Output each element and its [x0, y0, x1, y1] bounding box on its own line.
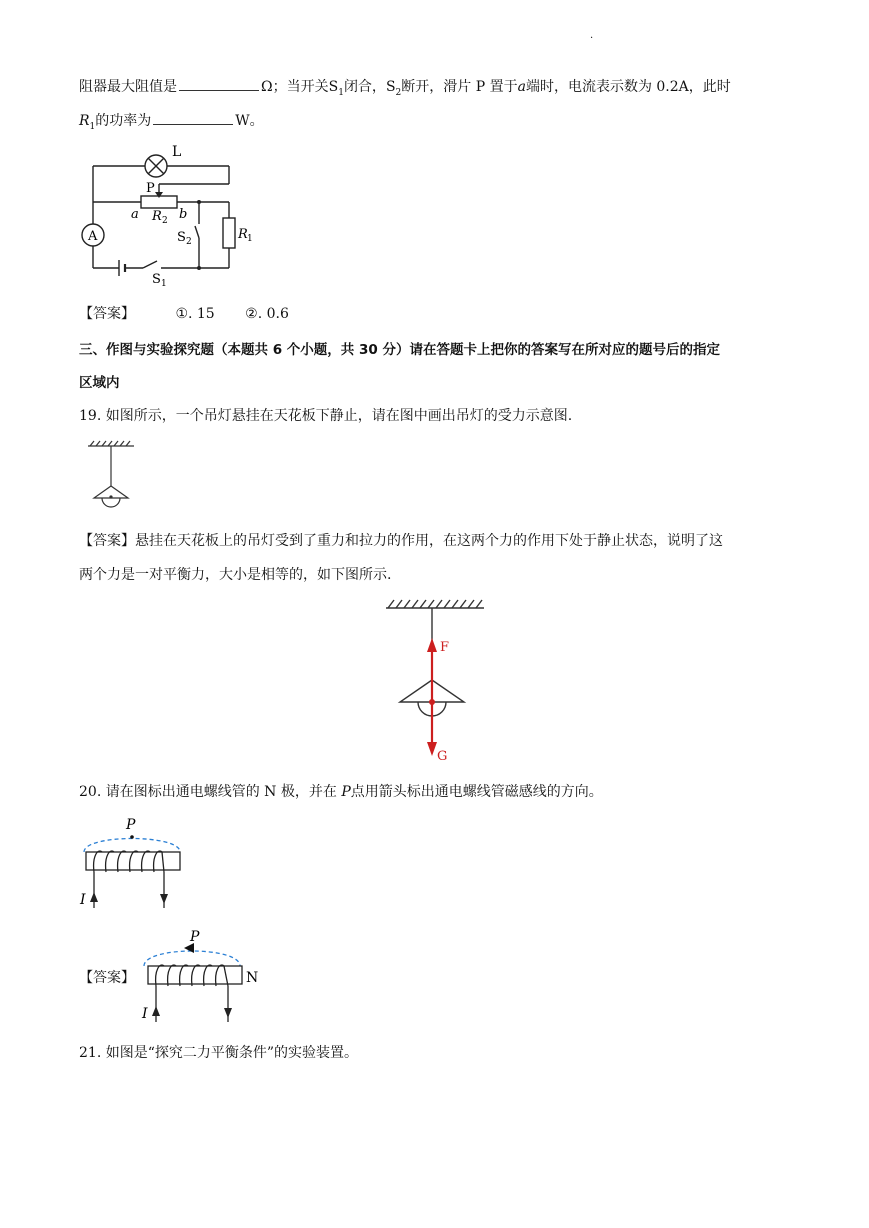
force-G-arrowhead-icon	[427, 742, 437, 756]
fig-label-I: I	[80, 892, 86, 908]
q18-answer-label: 【答案】	[79, 306, 135, 322]
label-R1-sub: 1	[247, 234, 253, 244]
force-F-arrowhead-icon	[427, 638, 437, 652]
section3-title-line2: 区域内	[79, 375, 120, 391]
point-P-dot	[130, 835, 134, 839]
current-out-arrow-icon	[160, 894, 168, 904]
q21-question: 21. 如图是“探究二力平衡条件”的实验装置。	[79, 1045, 359, 1061]
force-F-label: F	[440, 640, 450, 655]
q18-text-a: 阻器最大阻值是	[79, 79, 177, 95]
q20-answer-figure	[138, 926, 268, 1026]
ans-label-N: N	[246, 970, 259, 986]
ans-label-P: P	[190, 929, 200, 945]
q18-blank-power[interactable]	[153, 110, 233, 125]
q20-question	[79, 781, 603, 801]
q18-answer	[79, 303, 289, 323]
q18-line2	[79, 110, 264, 132]
label-R1: R	[238, 227, 248, 242]
label-S2-sub: 2	[186, 237, 192, 247]
junction-dot	[197, 200, 201, 204]
q18-r1-sub: 1	[89, 121, 96, 132]
q18-text-c: 闭合，	[343, 79, 386, 95]
q19-answer-line1: 【答案】悬挂在天花板上的吊灯受到了重力和拉力的作用，在这两个力的作用下处于静止状态，说明了这	[79, 533, 723, 549]
q18-text-e: 端时，电流表示数为 0.2A，此时	[525, 79, 731, 95]
force-G-label: G	[437, 749, 448, 764]
fig-label-P: P	[126, 817, 136, 833]
ans-current-out-arrow-icon	[224, 1008, 232, 1018]
q18-line1	[79, 76, 731, 98]
q18-a-end: a	[517, 79, 526, 95]
label-a: a	[131, 207, 139, 222]
circuit-diagram	[79, 140, 259, 288]
label-S1: S	[152, 272, 161, 287]
q18-s1: S	[328, 79, 339, 95]
label-b: b	[179, 207, 188, 222]
answer-field-line-dashed	[144, 951, 240, 966]
current-in-arrow-icon	[90, 892, 98, 902]
q18-r1: R	[79, 113, 90, 129]
q18-text-d: 断开，滑片 P 置于	[401, 79, 518, 95]
label-L: L	[172, 144, 182, 160]
q18-s1-sub: 1	[338, 87, 344, 98]
section3-title-line1: 三、作图与实验探究题（本题共 6 个小题，共 30 分）请在答题卡上把你的答案写在所对应的题号后的指定	[79, 342, 720, 358]
ans-label-I: I	[142, 1006, 148, 1022]
ammeter-icon: A	[88, 229, 98, 244]
q18-answer-1: ①. 15	[175, 306, 215, 322]
q19-answer-line2: 两个力是一对平衡力，大小是相等的，如下图所示.	[79, 567, 392, 583]
q19-force-diagram	[382, 596, 488, 766]
q18-text-f: 的功率为	[95, 113, 152, 129]
label-P: P	[146, 181, 155, 196]
field-line-dashed	[84, 839, 180, 853]
ans-current-in-arrow-icon	[152, 1006, 160, 1016]
force-origin-dot	[429, 699, 435, 705]
q18-text-g: W。	[235, 113, 264, 129]
q20-p: P	[341, 784, 351, 800]
q20-text-b: 点用箭头标出通电螺线管磁感线的方向。	[350, 784, 603, 800]
q18-blank-resistance[interactable]	[179, 76, 259, 91]
label-R2-sub: 2	[162, 216, 168, 226]
junction-dot	[197, 266, 201, 270]
q18-s2: S	[385, 79, 396, 95]
lamp-center-dot	[109, 495, 112, 498]
q19-question: 19. 如图所示，一个吊灯悬挂在天花板下静止，请在图中画出吊灯的受力示意图.	[79, 408, 573, 424]
q19-lamp-figure	[84, 440, 140, 514]
label-S2: S	[177, 230, 186, 245]
q20-answer-label: 【答案】	[79, 970, 135, 986]
q20-text-a: 20. 请在图标出通电螺线管的 N 极，并在	[79, 784, 337, 800]
label-R2: R	[152, 209, 162, 224]
page-mark: .	[590, 30, 594, 41]
q18-text-b: Ω；当开关	[261, 79, 329, 95]
q18-answer-2: ②. 0.6	[245, 306, 289, 322]
q20-solenoid-figure	[76, 812, 192, 912]
label-S1-sub: 1	[161, 279, 167, 288]
q18-s2-sub: 2	[395, 87, 402, 98]
